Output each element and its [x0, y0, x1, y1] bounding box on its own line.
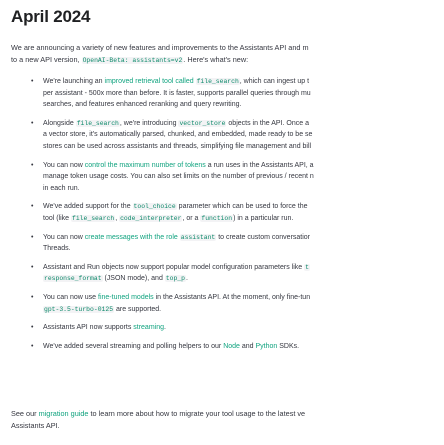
outro-text: to learn more about how to migrate your tool usage to the latest ve	[88, 409, 306, 418]
list-item	[0, 262, 444, 285]
node-sdk-link[interactable]: Node	[223, 342, 240, 350]
intro-line-2	[11, 54, 444, 67]
item-text: You can now use	[43, 293, 99, 301]
bullet: •	[31, 78, 34, 85]
bullet: •	[31, 324, 34, 332]
create-messages-link[interactable]: create messages with the role	[84, 233, 178, 241]
item-text: tool (like	[43, 214, 72, 222]
item-line: Threads.	[43, 245, 71, 253]
bullet: •	[31, 293, 34, 301]
vector-store-code: vector_store	[179, 119, 226, 127]
list-item	[0, 160, 444, 195]
item-line: stores can be used across assistants and threads, simplifying file management and bill	[43, 142, 312, 150]
item-line	[43, 160, 444, 172]
item-text: Assistants API now supports	[43, 324, 134, 332]
item-text: objects in the API. Once a	[226, 119, 309, 127]
response-format-code: response_format	[44, 275, 102, 283]
file-search-code: file_search	[72, 214, 115, 222]
item-text: , which can ingest up t	[239, 78, 310, 85]
item-line	[43, 322, 444, 334]
list-item	[0, 118, 444, 153]
list-item	[0, 201, 444, 224]
item-text: and	[239, 342, 256, 350]
item-text: to create custom conversatior	[216, 233, 311, 241]
item-line	[43, 118, 444, 130]
item-line	[43, 213, 444, 225]
item-line	[43, 304, 444, 316]
bullet: •	[31, 119, 34, 127]
item-text: are supported.	[114, 305, 162, 313]
outro-paragraph	[11, 408, 444, 432]
item-text: , we're introducing	[119, 119, 179, 127]
outro-text: See our	[11, 409, 39, 418]
item-text: .	[185, 275, 188, 283]
item-text: You can now	[43, 161, 85, 169]
item-line	[43, 262, 444, 274]
list-item	[0, 292, 444, 315]
item-line	[43, 292, 444, 304]
bullet: •	[31, 233, 34, 241]
api-version-code: OpenAI-Beta: assistants=v2	[82, 57, 183, 64]
intro-line-1: We are announcing a variety of new features and improvements to the Assistants API and m	[11, 43, 309, 52]
item-text: You can now	[43, 233, 85, 241]
outro-line-2: Assistants API.	[11, 421, 60, 430]
model-name-code: gpt-3.5-turbo-0125	[44, 305, 114, 313]
top-p-code: top_p	[165, 275, 185, 283]
item-line	[43, 76, 444, 88]
item-text: We've added support for the	[43, 203, 133, 211]
outro-line-1	[11, 408, 444, 420]
item-text: a run uses in the Assistants API, a	[205, 161, 314, 169]
item-line	[43, 232, 444, 244]
list-item	[0, 341, 444, 353]
item-line: in each run.	[43, 184, 80, 192]
page-title: April 2024	[11, 7, 91, 26]
updates-list	[0, 76, 444, 359]
code-interpreter-code: code_interpreter	[120, 214, 182, 222]
item-line	[43, 273, 444, 285]
fine-tuned-models-link[interactable]: fine-tuned models	[98, 293, 154, 301]
temperature-code: t	[305, 263, 309, 271]
item-line: per assistant - 500x more than before. It is faster, supports parallel queries through mu	[43, 89, 311, 97]
item-line	[43, 341, 444, 353]
item-text: Alongside	[43, 119, 76, 127]
item-text: SDKs.	[277, 342, 300, 350]
max-tokens-link[interactable]: control the maximum number of tokens	[84, 161, 206, 169]
list-item	[0, 76, 444, 111]
bullet: •	[31, 161, 34, 169]
assistant-role-code: assistant	[180, 233, 216, 241]
item-text: ) in a particular run.	[233, 214, 294, 222]
tool-choice-code: tool_choice	[133, 203, 176, 211]
intro-paragraph	[11, 42, 444, 67]
item-text: ,	[115, 214, 120, 222]
item-text: We're launching an	[43, 78, 105, 85]
item-text: Assistant and Run objects now support popular model configuration parameters like	[43, 263, 303, 271]
item-line: searches, and features enhanced reranking and query rewriting.	[43, 101, 242, 109]
bullet: •	[31, 342, 34, 350]
item-text: We've added several streaming and polling helpers to our	[43, 342, 224, 350]
migration-guide-link[interactable]: migration guide	[38, 409, 89, 418]
item-text: parameter which can be used to force the	[176, 203, 308, 211]
intro-text: to a new API version,	[11, 55, 82, 64]
item-text: .	[164, 324, 166, 332]
item-text: , or a	[182, 214, 201, 222]
item-line: manage token usage costs. You can also set limits on the number of previous / recent n	[43, 173, 314, 181]
streaming-link[interactable]: streaming	[133, 324, 164, 332]
item-line	[43, 201, 444, 213]
list-item	[0, 232, 444, 255]
item-text: (JSON mode), and	[102, 275, 165, 283]
file-search-code: file_search	[76, 119, 119, 127]
list-item	[0, 322, 444, 334]
function-code: function	[201, 214, 233, 222]
item-line: a vector store, it's automatically parsed, chunked, and embedded, made ready to be se	[43, 131, 313, 139]
retrieval-tool-link[interactable]: improved retrieval tool called	[104, 78, 194, 85]
intro-text: . Here's what's new:	[183, 55, 249, 64]
file-search-code: file_search	[196, 78, 239, 85]
bullet: •	[31, 203, 34, 211]
bullet: •	[31, 263, 34, 271]
python-sdk-link[interactable]: Python	[255, 342, 278, 350]
item-text: in the Assistants API. At the moment, only fine-tun	[153, 293, 311, 301]
